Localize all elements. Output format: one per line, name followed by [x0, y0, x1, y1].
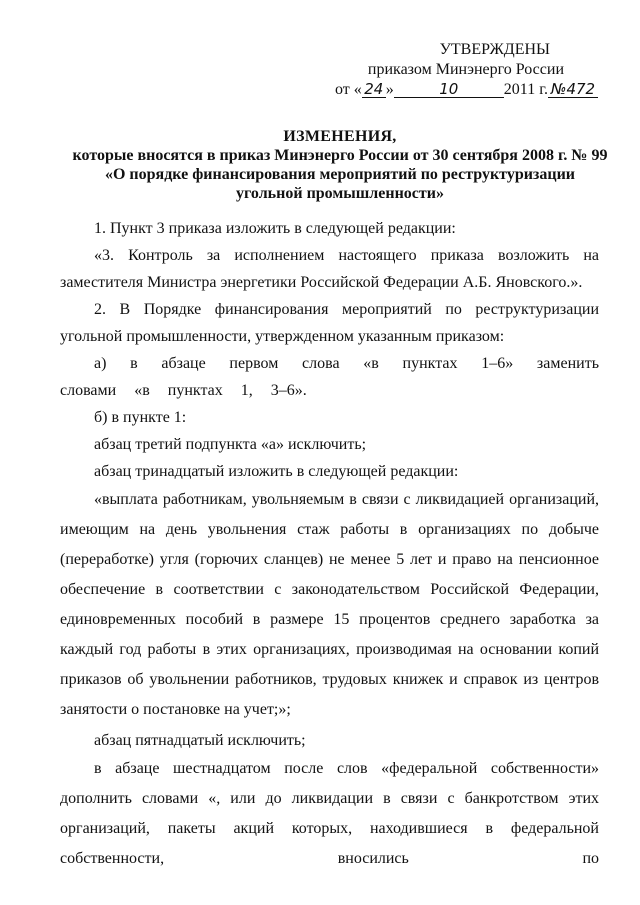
doc-title-line3: «О порядке финансирования мероприятий по реструктуризации: [104, 166, 576, 183]
document-body: [60, 215, 599, 874]
date-mid: »: [385, 81, 394, 98]
date-day: 24: [362, 81, 386, 98]
paragraph-3: 2. В Порядке финансирования мероприятий по реструктуризации угольной промышленности, утвержденном указанным приказом:: [60, 301, 599, 345]
paragraph-1: 1. Пункт 3 приказа изложить в следующей редакции:: [94, 220, 456, 237]
order-of-label: приказом Минэнерго России: [367, 61, 564, 78]
order-number: 472: [566, 80, 596, 98]
doc-title-line2: которые вносятся в приказ Минэнерго России от 30 сентября 2008 г. № 99: [72, 147, 608, 164]
approved-label: УТВЕРЖДЕНЫ: [439, 41, 550, 58]
approval-block: [0, 40, 566, 80]
paragraph-9: абзац пятнадцатый исключить;: [94, 732, 306, 749]
date-month: 10: [394, 81, 504, 98]
paragraph-5: б) в пункте 1:: [94, 409, 187, 426]
date-year: 2011 г.: [503, 81, 548, 98]
doc-title-line4: угольной промышленности»: [236, 185, 444, 202]
paragraph-4: а) в абзаце первом слова «в пунктах 1–6» заменить словами «в пунктах 1, 3–6».: [60, 355, 599, 399]
paragraph-8: «выплата работникам, увольняемым в связи с ликвидацией организаций, имеющим на день увольнения стаж работы в организациях по добыче (переработке) угля (горючих сланцев) не менее 5 лет и право на пенсионное обеспечение в соответствии с законодательством Российской Федерации, единовременных пособий в размере 15 процентов среднего заработка за каждый год работы в этих организациях, производимая на основании копий приказов об увольнении работников, трудовых книжек и справок из центров занятости о постановке на учет;»;: [60, 491, 599, 718]
doc-title-line1: ИЗМЕНЕНИЯ,: [283, 128, 397, 145]
paragraph-7: абзац тринадцатый изложить в следующей редакции:: [94, 463, 459, 480]
order-number-field: [548, 81, 598, 98]
paragraph-10: в абзаце шестнадцатом после слов «федеральной собственности» дополнить словами «, или до ликвидации в связи с банкротством этих организаций, пакеты акций которых, находившиеся в федеральной собственности, вносились по: [60, 760, 599, 867]
order-date-line: [335, 80, 598, 100]
paragraph-6: абзац третий подпункта «а» исключить;: [94, 436, 367, 453]
number-mark: №: [550, 80, 567, 98]
date-prefix: от «: [335, 81, 362, 98]
paragraph-2: «3. Контроль за исполнением настоящего приказа возложить на заместителя Министра энергетики Российской Федерации А.Б. Яновского.».: [60, 247, 599, 291]
doc-title: [40, 127, 640, 203]
